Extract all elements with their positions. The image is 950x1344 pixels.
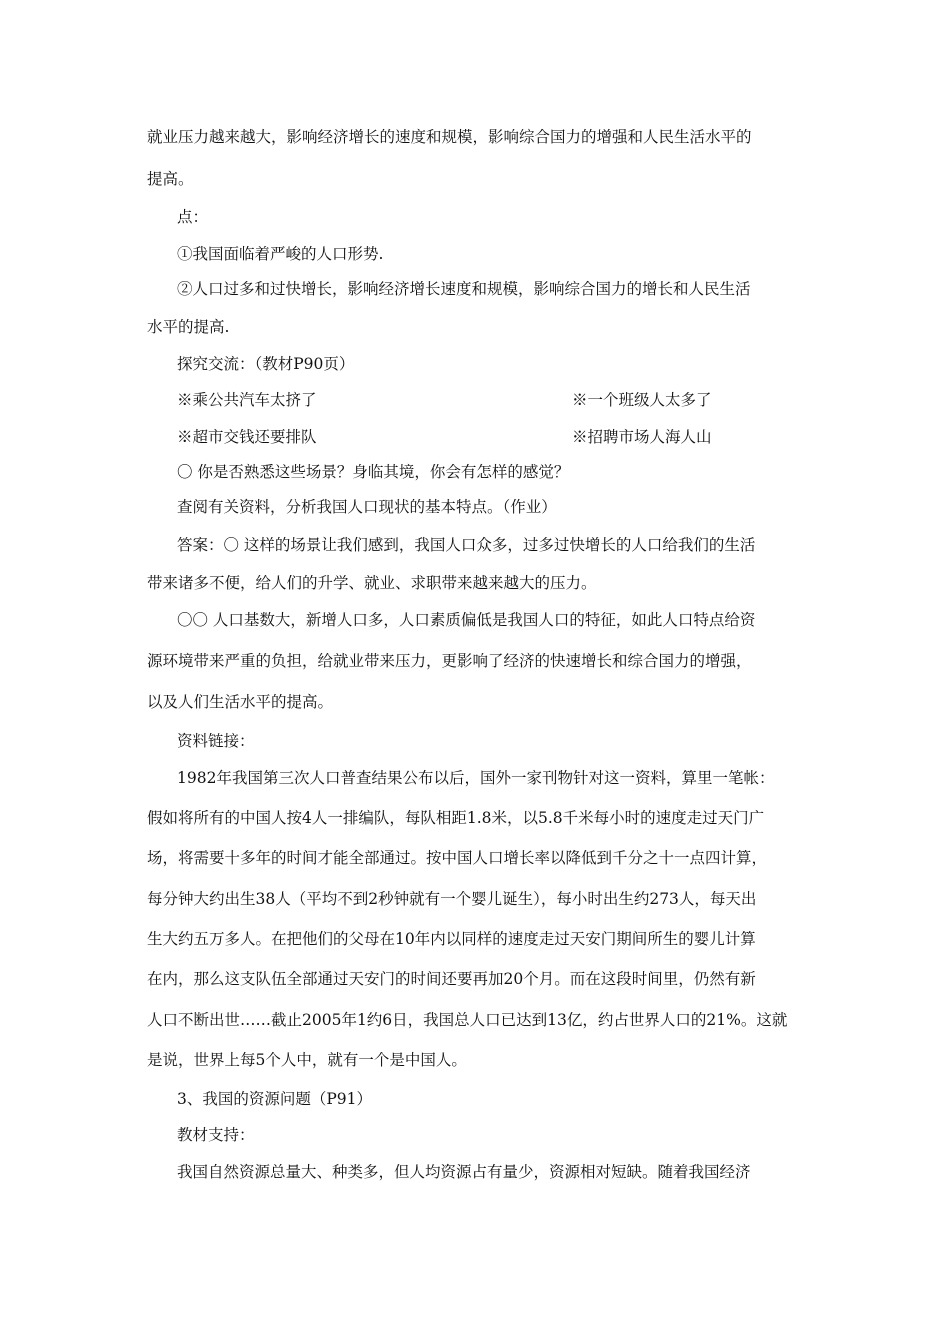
section-heading: 资料链接： [177, 732, 255, 750]
paragraph-line: 1982年我国第三次人口普查结果公布以后，国外一家刊物针对这一资料，算里一笔帐： [177, 769, 775, 787]
paragraph-line: 是说，世界上每5个人中，就有一个是中国人。 [147, 1051, 467, 1069]
paragraph-line: 就业压力越来越大，影响经济增长的速度和规模，影响综合国力的增强和人民生活水平的 [147, 128, 752, 146]
list-item: ②人口过多和过快增长，影响经济增长速度和规模，影响综合国力的增长和人民生活 [177, 280, 751, 298]
question-line: 〇 你是否熟悉这些场景？身临其境，你会有怎样的感觉？ [177, 463, 570, 481]
paragraph-line: 在内，那么这支队伍全部通过天安门的时间还要再加20个月。而在这段时间里，仍然有新 [147, 970, 756, 988]
paragraph-line: 查阅有关资料，分析我国人口现状的基本特点。（作业） [177, 498, 557, 516]
answer-line: 以及人们生活水平的提高。 [147, 693, 334, 711]
list-item: ①我国面临着严峻的人口形势. [177, 245, 384, 263]
paragraph-line: 水平的提高. [147, 318, 230, 336]
paragraph-line: 我国自然资源总量大、种类多，但人均资源占有量少，资源相对短缺。随着我国经济 [177, 1163, 751, 1181]
scenario-item: ※超市交钱还要排队 [177, 428, 317, 446]
section-label: 教材支持： [177, 1126, 255, 1144]
paragraph-line: 场，将需要十多年的时间才能全部通过。按中国人口增长率以降低到千分之十一点四计算， [147, 849, 768, 867]
scenario-item: ※乘公共汽车太挤了 [177, 391, 317, 409]
answer-line: 〇〇 人口基数大，新增人口多，人口素质偏低是我国人口的特征，如此人口特点给资 [177, 611, 756, 629]
paragraph-line: 提高。 [147, 170, 194, 188]
scenario-item: ※招聘市场人海人山 [572, 428, 712, 446]
section-heading: 探究交流：（教材P90页） [177, 355, 355, 373]
answer-line: 带来诸多不便，给人们的升学、就业、求职带来越来越大的压力。 [147, 574, 597, 592]
answer-line: 源环境带来严重的负担，给就业带来压力，更影响了经济的快速增长和综合国力的增强， [147, 652, 752, 670]
section-label: 点： [177, 208, 209, 226]
section-heading: 3、我国的资源问题（P91） [177, 1090, 373, 1108]
answer-line: 答案：〇 这样的场景让我们感到，我国人口众多，过多过快增长的人口给我们的生活 [177, 536, 756, 554]
paragraph-line: 人口不断出世……截止2005年1约6日，我国总人口已达到13亿，约占世界人口的21%。这就 [147, 1011, 788, 1029]
paragraph-line: 每分钟大约出生38人（平均不到2秒钟就有一个婴儿诞生），每小时出生约273人，每天出 [147, 890, 757, 908]
paragraph-line: 生大约五万多人。在把他们的父母在10年内以同样的速度走过天安门期间所生的婴儿计算 [147, 930, 756, 948]
scenario-item: ※一个班级人太多了 [572, 391, 712, 409]
paragraph-line: 假如将所有的中国人按4人一排编队，每队相距1.8米，以5.8千米每小时的速度走过天门广 [147, 809, 765, 827]
